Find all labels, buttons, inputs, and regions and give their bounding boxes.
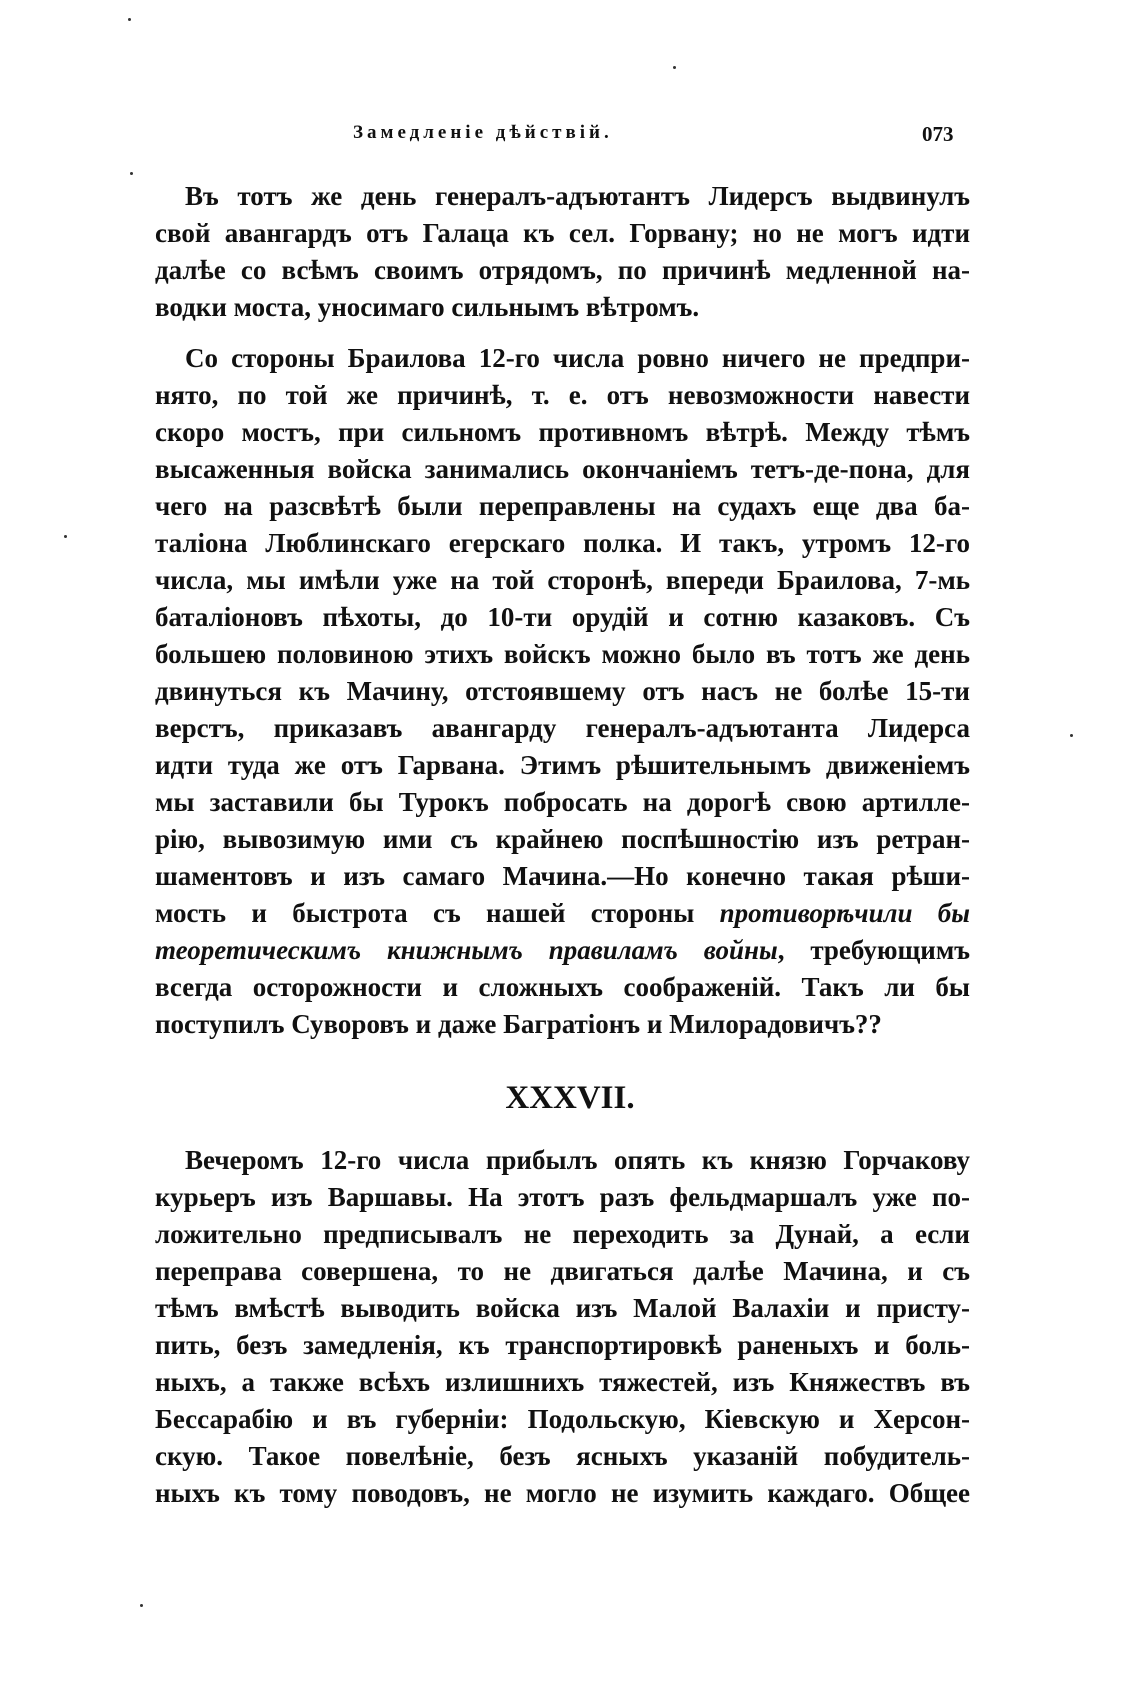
text-segment: ныхъ, а также всѣхъ излишнихъ тяжестей, изъ Княжествъ въ [155, 1367, 970, 1397]
scan-speck [128, 18, 131, 21]
text-line [155, 895, 970, 932]
text-segment: мы заставили бы Турокъ побросать на дорогѣ свою артилле- [155, 787, 970, 817]
text-line [155, 451, 970, 488]
text-segment: большею половиною этихъ войскъ можно было въ тотъ же день [155, 639, 970, 669]
text-line [155, 747, 970, 784]
text-line [155, 488, 970, 525]
text-line [155, 1253, 970, 1290]
text-segment: идти туда же отъ Гарвана. Этимъ рѣшительнымъ движеніемъ [155, 750, 970, 780]
text-segment: нято, по той же причинѣ, т. е. отъ невозможности навести [155, 380, 970, 410]
text-segment: шаментовъ и изъ самаго Мачина.—Но конечно такая рѣши- [155, 861, 970, 891]
text-line [155, 1179, 970, 1216]
scan-speck [1070, 734, 1073, 737]
text-segment: ныхъ къ тому поводовъ, не могло не изумить каждаго. Общее [155, 1478, 970, 1508]
text-segment: чего на разсвѣтѣ были переправлены на судахъ еще два ба- [155, 491, 970, 521]
paragraph [155, 1142, 970, 1512]
text-segment: далѣе со всѣмъ своимъ отрядомъ, по причинѣ медленной на- [155, 255, 970, 285]
text-line [155, 1475, 970, 1512]
text-line [155, 289, 970, 326]
text-segment: высаженныя войска занимались окончаніемъ тетъ-де-пона, для [155, 454, 970, 484]
running-title: Замедленіе дѣйствій. [353, 122, 613, 143]
text-line [155, 562, 970, 599]
text-segment: пить, безъ замедленія, къ транспортировкѣ раненыхъ и боль- [155, 1330, 970, 1360]
text-line [155, 525, 970, 562]
paragraph [155, 340, 970, 1043]
text-segment: ложительно предписывалъ не переходить за Дунай, а если [155, 1219, 970, 1249]
text-line [155, 636, 970, 673]
text-line [155, 1401, 970, 1438]
text-line [155, 821, 970, 858]
text-line [155, 1327, 970, 1364]
text-segment: рію, вывозимую ими съ крайнею поспѣшностію изъ ретран- [155, 824, 970, 854]
text-line [155, 599, 970, 636]
text-segment: Со стороны Браилова 12-го числа ровно ничего не предпри- [185, 343, 970, 373]
text-line [155, 340, 970, 377]
text-segment: скую. Такое повелѣніе, безъ ясныхъ указаній побудитель- [155, 1441, 970, 1471]
text-segment: числа, мы имѣли уже на той сторонѣ, впереди Браилова, 7-мь [155, 565, 970, 595]
text-segment: тѣмъ вмѣстѣ выводить войска изъ Малой Валахіи и присту- [155, 1293, 970, 1323]
text-segment: свой авангардъ отъ Галаца къ сел. Горвану; но не могъ идти [155, 218, 970, 248]
text-line [155, 178, 970, 215]
text-segment: водки моста, уносимаго сильнымъ вѣтромъ. [155, 292, 700, 322]
text-segment: Вечеромъ 12-го числа прибылъ опять къ князю Горчакову [185, 1145, 970, 1175]
chapter-heading: XXXVII. [505, 1080, 635, 1116]
text-segment: всегда осторожности и сложныхъ соображеній. Такъ ли бы [155, 972, 970, 1002]
text-line [155, 932, 970, 969]
text-segment: мость и быстрота съ нашей стороны [155, 898, 720, 928]
text-segment: Въ тотъ же день генералъ-адъютантъ Лидерсъ выдвинулъ [185, 181, 970, 211]
scan-speck [64, 535, 67, 538]
scan-speck [140, 1604, 143, 1607]
text-segment: таліона Люблинскаго егерскаго полка. И такъ, утромъ 12-го [155, 528, 970, 558]
text-segment: переправа совершена, то не двигаться далѣе Мачина, и съ [155, 1256, 970, 1286]
text-line [155, 1290, 970, 1327]
italic-text: противорѣчили бы [719, 898, 970, 928]
text-segment: , требующимъ [777, 935, 970, 965]
text-segment: поступилъ Суворовъ и даже Багратіонъ и Милорадовичъ?? [155, 1009, 882, 1039]
italic-text: теоретическимъ книжнымъ правиламъ войны [155, 935, 778, 965]
text-line [155, 1216, 970, 1253]
scan-speck [673, 66, 676, 69]
text-line [155, 252, 970, 289]
text-line [155, 673, 970, 710]
text-segment: двинуться къ Мачину, отстоявшему отъ насъ не болѣе 15-ти [155, 676, 970, 706]
text-segment: баталіоновъ пѣхоты, до 10-ти орудій и сотню казаковъ. Съ [155, 602, 970, 632]
text-line [155, 215, 970, 252]
page-number: 073 [922, 122, 954, 146]
text-line [155, 858, 970, 895]
text-line [155, 969, 970, 1006]
text-segment: Бессарабію и въ губерніи: Подольскую, Кіевскую и Херсон- [155, 1404, 970, 1434]
text-line [155, 784, 970, 821]
text-line [155, 1006, 970, 1043]
text-segment: скоро мостъ, при сильномъ противномъ вѣтрѣ. Между тѣмъ [155, 417, 970, 447]
text-line [155, 377, 970, 414]
text-line [155, 1364, 970, 1401]
text-segment: верстъ, приказавъ авангарду генералъ-адъютанта Лидерса [155, 713, 970, 743]
text-line [155, 414, 970, 451]
text-line [155, 1438, 970, 1475]
paragraph [155, 178, 970, 326]
text-line [155, 710, 970, 747]
text-segment: курьеръ изъ Варшавы. На этотъ разъ фельдмаршалъ уже по- [155, 1182, 970, 1212]
scan-speck [130, 172, 133, 175]
text-line [155, 1142, 970, 1179]
